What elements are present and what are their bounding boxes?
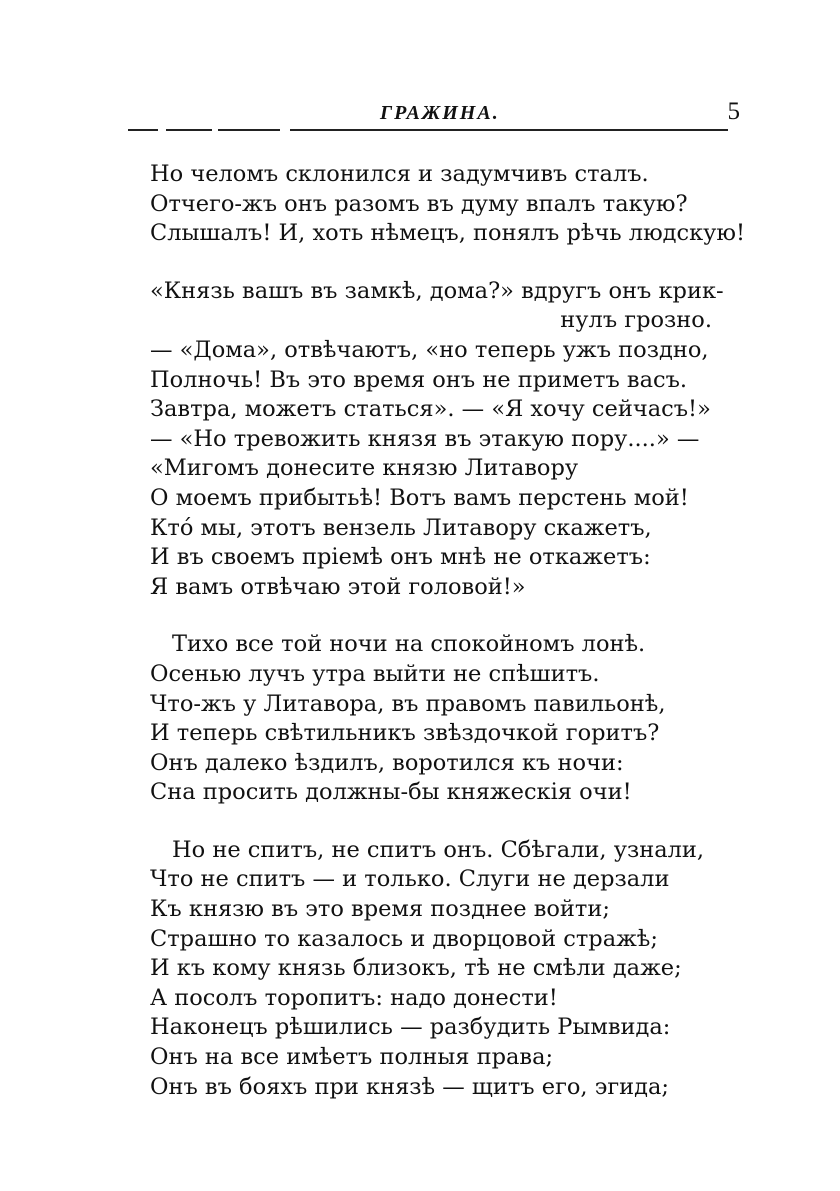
verse-line: Я вамъ отвѣчаю этой головой!»	[150, 573, 526, 600]
stanza	[150, 160, 750, 249]
verse-line: Страшно то казалось и дворцовой стражѣ;	[150, 925, 658, 952]
verse-line: Ктó мы, этотъ вензель Литавору скажетъ,	[150, 514, 652, 541]
stanza-break	[150, 602, 750, 630]
verse-line: А посолъ торопитъ: надо донести!	[150, 984, 558, 1011]
verse-line: Наконецъ рѣшились — разбудить Рымвида:	[150, 1014, 671, 1041]
rule-break	[280, 127, 290, 133]
stanza	[150, 630, 750, 808]
verse-line: Отчего-жъ онъ разомъ въ думу впалъ такую?	[150, 190, 688, 217]
verse-line: Но не спитъ, не спитъ онъ. Сбѣгали, узнали,	[172, 836, 705, 863]
verse-line: Осенью лучъ утра выйти не спѣшитъ.	[150, 660, 600, 687]
verse-line: Но челомъ склонился и задумчивъ сталъ.	[150, 161, 649, 187]
verse-line: Сна просить должны-бы княжескія очи!	[150, 779, 632, 806]
page-number: 5	[727, 98, 740, 125]
verse-line: Онъ въ бояхъ при князѣ — щитъ его, эгида;	[150, 1073, 669, 1100]
stanza	[150, 277, 750, 603]
rule-break	[158, 127, 166, 133]
verse-line: Къ князю въ это время позднее войти;	[150, 896, 610, 923]
verse-line: Онъ далеко ѣздилъ, воротился къ ночи:	[150, 749, 624, 776]
verse-line: Слышалъ! И, хоть нѣмецъ, понялъ рѣчь людскую!	[150, 220, 746, 247]
stanza-break	[150, 249, 750, 277]
verse-line: — «Но тревожить князя въ этакую пору....» —	[150, 425, 700, 452]
page-header	[128, 96, 740, 136]
rule-break	[212, 127, 218, 133]
poem-text	[150, 160, 750, 1102]
verse-line: О моемъ прибытьѣ! Вотъ вамъ перстень мой!	[150, 484, 689, 511]
verse-line: И къ кому князь близокъ, тѣ не смѣли даже;	[150, 955, 682, 982]
stanza	[150, 836, 750, 1102]
verse-line-continuation: нулъ грозно.	[560, 307, 712, 334]
verse-line: Завтра, можетъ статься». — «Я хочу сейчасъ!»	[150, 396, 711, 423]
running-title: ГРАЖИНА.	[380, 102, 500, 124]
verse-line: Тихо все той ночи на спокойномъ лонѣ.	[172, 631, 646, 658]
verse-line: «Князь вашъ въ замкѣ, дома?» вдругъ онъ крик-	[150, 277, 724, 304]
verse-line: Что не спитъ — и только. Слуги не дерзали	[150, 866, 670, 893]
verse-line: Онъ на все имѣетъ полныя права;	[150, 1044, 554, 1071]
header-rule	[128, 129, 728, 131]
verse-line: — «Дома», отвѣчаютъ, «но теперь ужъ поздно,	[150, 336, 709, 363]
verse-line: «Мигомъ донесите князю Литавору	[150, 455, 579, 482]
verse-line: И теперь свѣтильникъ звѣздочкой горитъ?	[150, 720, 660, 747]
verse-line: И въ своемъ пріемѣ онъ мнѣ не откажетъ:	[150, 544, 651, 571]
verse-line: Полночь! Въ это время онъ не приметъ васъ.	[150, 366, 688, 393]
verse-line: Что-жъ у Литавора, въ правомъ павильонѣ,	[150, 690, 666, 717]
stanza-break	[150, 808, 750, 836]
